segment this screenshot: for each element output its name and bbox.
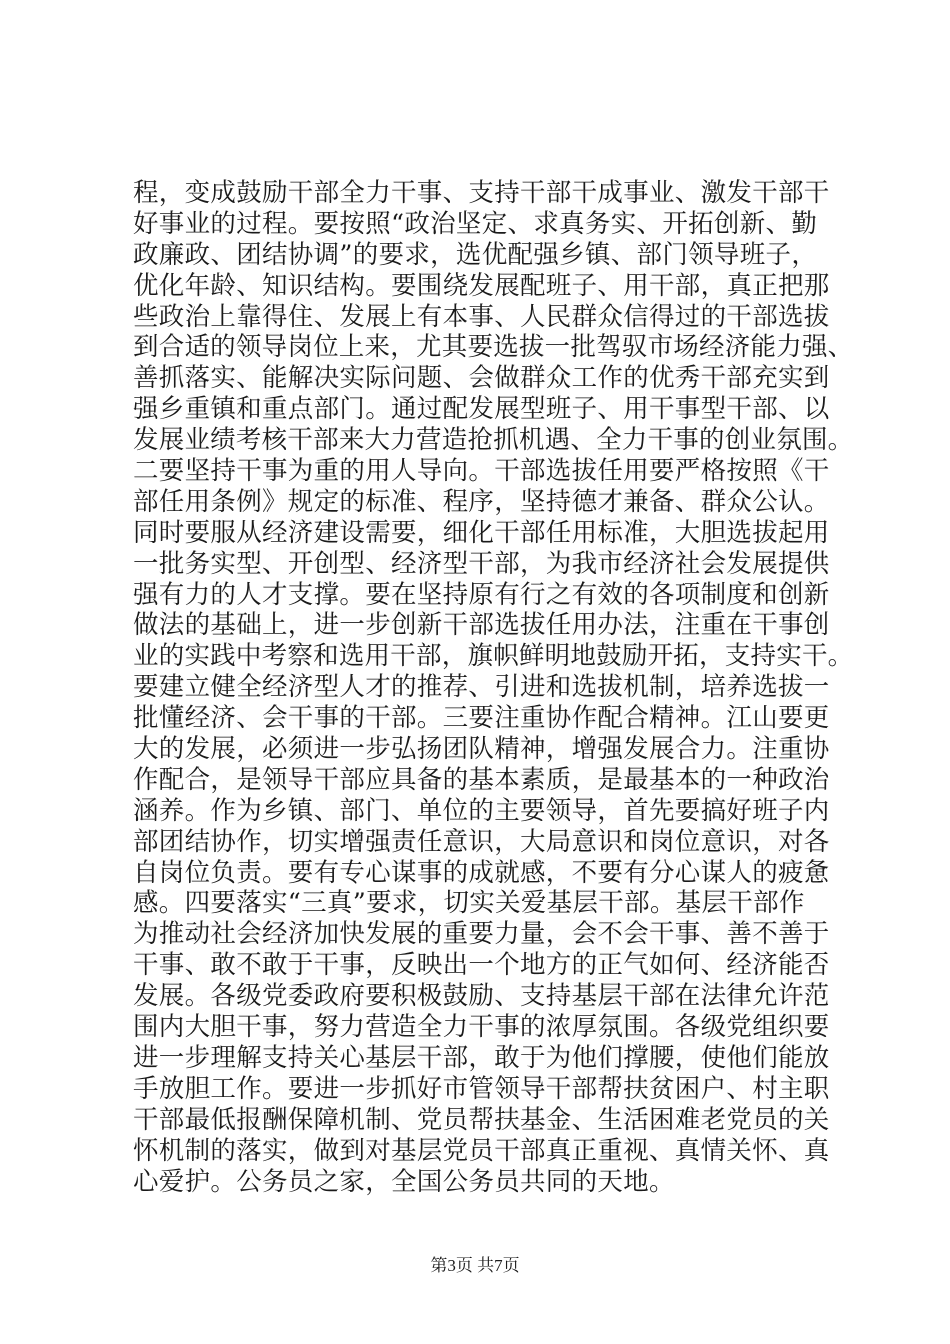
- page-footer: 第3页 共7页: [430, 1256, 520, 1275]
- text-line: 要建立健全经济型人才的推荐、引进和选拔机制，培养选拔一: [133, 672, 830, 703]
- text-line: 大的发展，必须进一步弘扬团队精神，增强发展合力。注重协: [133, 734, 830, 765]
- text-line: 一批务实型、开创型、经济型干部，为我市经济社会发展提供: [133, 548, 830, 579]
- text-line: 围内大胆干事，努力营造全力干事的浓厚氛围。各级党组织要: [133, 1012, 830, 1043]
- text-line: 手放胆工作。要进一步抓好市管领导干部帮扶贫困户、村主职: [133, 1073, 830, 1104]
- text-line: 干部最低报酬保障机制、党员帮扶基金、生活困难老党员的关: [133, 1104, 830, 1135]
- text-line: 作配合，是领导干部应具备的基本素质，是最基本的一种政治: [133, 764, 830, 795]
- text-line: 批懂经济、会干事的干部。三要注重协作配合精神。江山要更: [133, 703, 830, 734]
- body-text: [133, 178, 853, 1197]
- text-line: 些政治上靠得住、发展上有本事、人民群众信得过的干部选拔: [133, 301, 830, 332]
- text-line: 做法的基础上，进一步创新干部选拔任用办法，注重在干事创: [133, 610, 830, 641]
- text-line: 善抓落实、能解决实际问题、会做群众工作的优秀干部充实到: [133, 363, 830, 394]
- text-line: 优化年龄、知识结构。要围绕发展配班子、用干部，真正把那: [133, 270, 830, 301]
- text-line: 发展。各级党委政府要积极鼓励、支持基层干部在法律允许范: [133, 981, 830, 1012]
- text-line: 到合适的领导岗位上来，尤其要选拔一批驾驭市场经济能力强、: [133, 332, 854, 363]
- text-line: 程，变成鼓励干部全力干事、支持干部干成事业、激发干部干: [133, 178, 830, 208]
- text-line: 为推动社会经济加快发展的重要力量，会不会干事、善不善于: [133, 919, 830, 950]
- text-line: 好事业的过程。要按照“政治坚定、求真务实、开拓创新、勤: [133, 208, 818, 239]
- text-line: 部任用条例》规定的标准、程序，坚持德才兼备、群众公认。: [133, 486, 830, 517]
- text-line: 政廉政、团结协调”的要求，选优配强乡镇、部门领导班子，: [133, 239, 818, 270]
- text-line: 强有力的人才支撑。要在坚持原有行之有效的各项制度和创新: [133, 579, 830, 610]
- text-line: 干事、敢不敢于干事，反映出一个地方的正气如何、经济能否: [133, 950, 830, 981]
- text-line: 二要坚持干事为重的用人导向。干部选拔任用要严格按照《干: [133, 456, 830, 487]
- text-line: 发展业绩考核干部来大力营造抢抓机遇、全力干事的创业氛围。: [133, 425, 854, 456]
- text-line: 进一步理解支持关心基层干部，敢于为他们撑腰，使他们能放: [133, 1042, 830, 1073]
- text-line: 同时要服从经济建设需要，细化干部任用标准，大胆选拔起用: [133, 517, 830, 548]
- text-line: 涵养。作为乡镇、部门、单位的主要领导，首先要搞好班子内: [133, 795, 830, 826]
- text-line: 感。四要落实“三真”要求，切实关爱基层干部。基层干部作: [133, 888, 805, 919]
- text-line: 业的实践中考察和选用干部，旗帜鲜明地鼓励开拓，支持实干。: [133, 641, 854, 672]
- text-line: 强乡重镇和重点部门。通过配发展型班子、用干事型干部、以: [133, 394, 830, 425]
- text-line: 部团结协作，切实增强责任意识，大局意识和岗位意识，对各: [133, 826, 830, 857]
- text-line: 自岗位负责。要有专心谋事的成就感，不要有分心谋人的疲惫: [133, 857, 830, 888]
- text-line: 心爱护。公务员之家，全国公务员共同的天地。: [133, 1166, 675, 1197]
- text-line: 怀机制的落实，做到对基层党员干部真正重视、真情关怀、真: [133, 1135, 830, 1166]
